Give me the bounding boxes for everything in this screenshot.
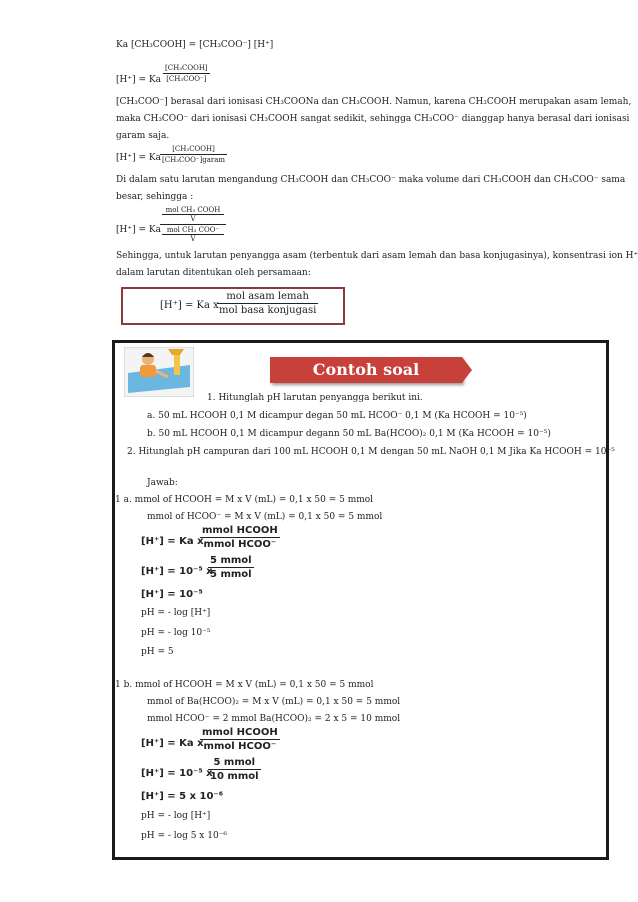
formula-lhs: [H⁺] = 10⁻⁵ x bbox=[141, 768, 213, 779]
fraction-denominator: mmol HCOO⁻ bbox=[203, 539, 277, 550]
paragraph-line: maka CH₃COO⁻ dari ionisasi CH₃COOH sangat sedikit, sehingga CH₃COO⁻ dianggap hanya berasal dari ionisasi bbox=[116, 114, 630, 124]
fraction-numerator: 5 mmol bbox=[210, 555, 252, 566]
equation-h-ion-lhs: [H⁺] = Ka bbox=[116, 75, 161, 85]
answer-1b-line: mmol HCOO⁻ = 2 mmol Ba(HCOO)₂ = 2 x 5 = 10 mmol bbox=[147, 714, 401, 724]
fraction-denominator: [CH₃COO⁻] bbox=[166, 75, 207, 83]
ph-result: pH = 5 bbox=[141, 647, 174, 657]
formula-result: [H⁺] = 5 x 10⁻⁶ bbox=[141, 791, 224, 802]
answer-1a-line: mmol of HCOO⁻ = M x V (mL) = 0,1 x 50 = 5 mmol bbox=[147, 512, 383, 522]
fraction-numerator: mol asam lemah bbox=[217, 291, 318, 304]
question-1b: b. 50 mL HCOOH 0,1 M dicampur degann 50 mL Ba(HCOO)₂ 0,1 M (Ka HCOOH = 10⁻⁵) bbox=[147, 429, 551, 439]
equation-h-ion-lhs: [H⁺] = Ka bbox=[116, 225, 161, 235]
paragraph-line: dalam larutan ditentukan oleh persamaan: bbox=[116, 268, 311, 278]
fraction-denominator: mmol HCOO⁻ bbox=[203, 741, 277, 752]
formula-fraction bbox=[208, 757, 261, 782]
answer-1b-line: mmol of Ba(HCOO)₂ = M x V (mL) = 0,1 x 50 = 5 mmol bbox=[147, 697, 401, 707]
formula-lhs: [H⁺] = Ka x bbox=[141, 536, 204, 547]
main-formula-lhs: [H⁺] = Ka x bbox=[160, 300, 219, 311]
fraction-numerator: mmol HCOOH bbox=[202, 727, 278, 738]
equation-h-ion-lhs: [H⁺] = Ka bbox=[116, 153, 161, 163]
paragraph-line: besar, sehingga : bbox=[116, 192, 194, 202]
formula-lhs: [H⁺] = Ka x bbox=[141, 738, 204, 749]
fraction-denominator: 10 mmol bbox=[210, 771, 259, 782]
formula-result: [H⁺] = 10⁻⁵ bbox=[141, 589, 203, 600]
fraction-denominator: mol basa konjugasi bbox=[219, 305, 317, 316]
fraction-numerator: mmol HCOOH bbox=[202, 525, 278, 536]
fraction-denominator bbox=[160, 225, 226, 243]
formula-fraction bbox=[208, 555, 254, 580]
paragraph-line: Di dalam satu larutan mengandung CH₃COOH dan CH₃COO⁻ maka volume dari CH₃COOH dan CH₃COO⁻ sama bbox=[116, 175, 626, 185]
ph-step: pH = - log [H⁺] bbox=[141, 811, 211, 821]
contoh-soal-banner: Contoh soal bbox=[270, 357, 462, 383]
fraction-numerator: [CH₃COOH] bbox=[165, 64, 208, 72]
volume: V bbox=[190, 215, 196, 223]
fraction-numerator: [CH₃COOH] bbox=[160, 145, 227, 155]
student-writing-illustration bbox=[124, 347, 194, 397]
mol-denominator: mol CH₃ COO⁻ bbox=[162, 226, 224, 235]
main-formula-fraction bbox=[217, 291, 318, 316]
ph-step: pH = - log 5 x 10⁻⁶ bbox=[141, 831, 228, 841]
formula-lhs: [H⁺] = 10⁻⁵ x bbox=[141, 566, 213, 577]
answer-1b-line: 1 b. mmol of HCOOH = M x V (mL) = 0,1 x 50 = 5 mmol bbox=[115, 680, 374, 690]
equation-equilibrium: Ka [CH₃COOH] = [CH₃COO⁻] [H⁺] bbox=[116, 40, 274, 50]
question-1a: a. 50 mL HCOOH 0,1 M dicampur degan 50 mL HCOO⁻ 0,1 M (Ka HCOOH = 10⁻⁵) bbox=[147, 411, 527, 421]
fraction-denominator: 5 mmol bbox=[210, 569, 252, 580]
paragraph-line: Sehingga, untuk larutan penyangga asam (terbentuk dari asam lemah dan basa konjugasinya), konsentrasi ion H⁺ bbox=[116, 251, 638, 261]
formula-fraction bbox=[200, 525, 280, 550]
answer-heading: Jawab: bbox=[147, 478, 178, 488]
fraction-numerator: 5 mmol bbox=[208, 757, 261, 770]
fraction-numerator bbox=[160, 206, 226, 225]
formula-fraction bbox=[200, 727, 280, 752]
fraction-eq4 bbox=[160, 206, 226, 243]
fraction-eq3 bbox=[160, 145, 227, 164]
ph-step: pH = - log [H⁺] bbox=[141, 608, 211, 618]
question-2: 2. Hitunglah pH campuran dari 100 mL HCOOH 0,1 M dengan 50 mL NaOH 0,1 M Jika Ka HCOOH = 10⁻⁵ bbox=[127, 447, 615, 457]
paragraph-line: [CH₃COO⁻] berasal dari ionisasi CH₃COONa dan CH₃COOH. Namun, karena CH₃COOH merupakan asam lemah, bbox=[116, 97, 632, 107]
fraction-denominator: [CH₃COO⁻]garam bbox=[162, 156, 226, 164]
volume: V bbox=[190, 235, 196, 243]
fraction-eq2 bbox=[163, 64, 210, 83]
paragraph-line: garam saja. bbox=[116, 131, 170, 141]
question-1: 1. Hitunglah pH larutan penyangga berikut ini. bbox=[207, 393, 423, 403]
ph-step: pH = - log 10⁻⁵ bbox=[141, 628, 211, 638]
mol-numerator: mol CH₃ COOH bbox=[162, 206, 224, 215]
answer-1a-line: 1 a. mmol of HCOOH = M x V (mL) = 0,1 x 50 = 5 mmol bbox=[115, 495, 374, 505]
